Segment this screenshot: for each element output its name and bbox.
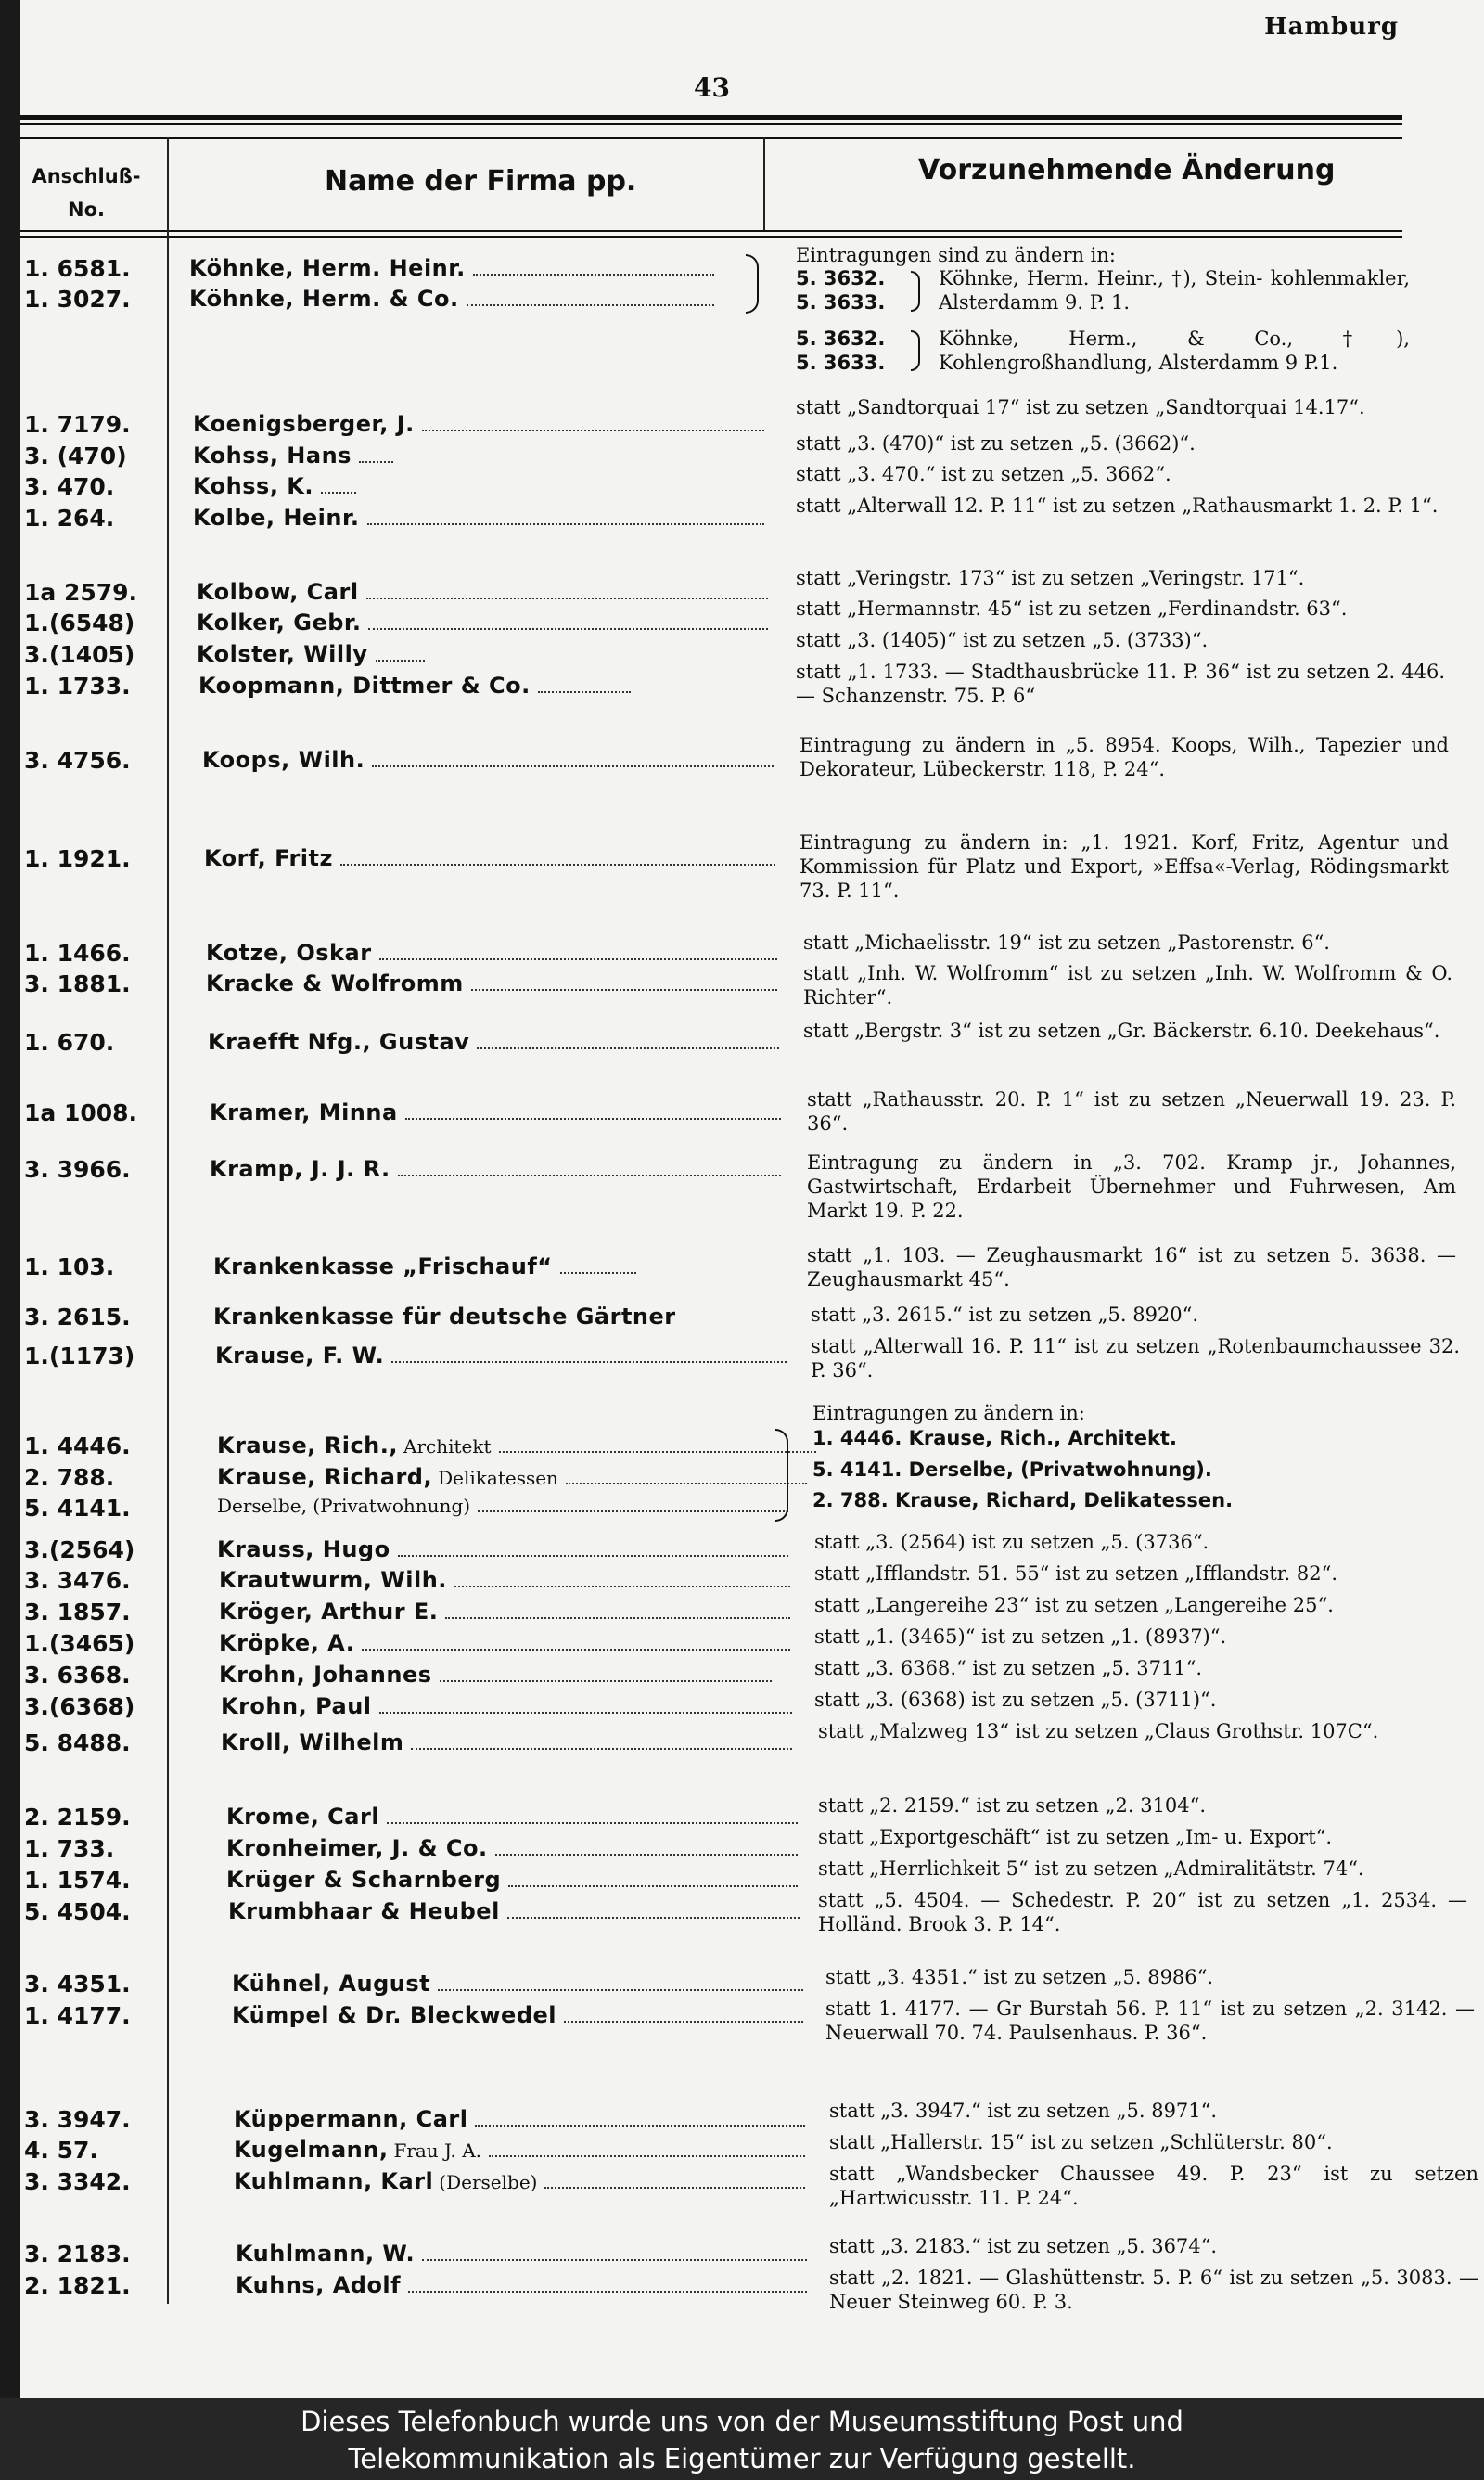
change-kuempel: statt 1. 4177. — Gr Burstah 56. P. 11“ ist zu setzen „2. 3142. — Neuerwall 70. 74. Paulsenhaus. P. 36“.: [825, 1998, 1475, 2044]
entry-name-extra: Derselbe, (Privatwohnung): [217, 1495, 471, 1517]
entry-name: Kotze, Oskar: [206, 940, 372, 966]
entry-name-line: [219, 1567, 794, 1594]
entry-number: 3.(1405): [24, 641, 135, 668]
change-krueger: statt „Herrlichkeit 5“ ist zu setzen „Admiralitätstr. 74“.: [818, 1857, 1364, 1880]
change-korf: Eintragung zu ändern in: „1. 1921. Korf, Fritz, Agentur und Kommission für Platz und Export, »Effsa«-Verlag, Rödingsmarkt 73. P. 11“.: [800, 831, 1449, 902]
directory-entry: [0, 579, 1484, 606]
change-krause-2: 5. 4141. Derselbe, (Privatwohnung).: [812, 1458, 1212, 1481]
entry-name: Koenigsberger, J.: [193, 411, 415, 437]
dot-leader: [340, 864, 775, 866]
dot-leader: [471, 989, 777, 991]
entry-number: 3. 1881.: [24, 970, 131, 997]
entry-number: 1. 103.: [24, 1253, 115, 1280]
entry-name-line: [217, 1433, 820, 1459]
change-kueppermann: statt „3. 3947.“ ist zu setzen „5. 8971“.: [829, 2100, 1218, 2122]
entry-number: 3. 6368.: [24, 1662, 131, 1689]
dot-leader: [508, 1885, 798, 1887]
dot-leader: [422, 2259, 807, 2261]
change-krome: statt „2. 2159.“ ist zu setzen „2. 3104“.: [818, 1794, 1207, 1817]
entry-number: 1a 2579.: [24, 579, 138, 606]
entry-number: 5. 8488.: [24, 1729, 131, 1756]
column-header-number: Anschluß- No.: [32, 165, 141, 221]
dot-leader: [507, 1917, 800, 1919]
entry-name: Kohss, Hans: [193, 443, 352, 469]
entry-name: Kröger, Arthur E.: [219, 1599, 439, 1625]
directory-entry: [0, 641, 1484, 668]
dot-leader: [454, 1586, 790, 1587]
entry-name-line: [221, 1729, 796, 1756]
dot-leader: [445, 1617, 790, 1619]
entry-name-line: [226, 1835, 801, 1862]
entry-name: Krüger & Scharnberg: [226, 1867, 502, 1893]
page-number: 43: [694, 72, 730, 103]
binding-edge: [0, 0, 20, 2398]
entry-name-extra: Architekt: [403, 1435, 492, 1458]
entry-number: 1. 4446.: [24, 1433, 131, 1459]
dot-leader: [438, 1989, 803, 1991]
dot-leader: [379, 958, 777, 960]
entry-name: Kuhlmann, Karl: [234, 2168, 434, 2194]
entry-name-line: [228, 1898, 803, 1925]
entry-number: 3. (470): [24, 443, 127, 469]
change-kohnke-num-1: 5. 3632.: [796, 267, 886, 289]
change-kuehnel: statt „3. 4351.“ ist zu setzen „5. 8986“.: [825, 1966, 1214, 1988]
change-kronheimer: statt „Exportgeschäft“ ist zu setzen „Im- u. Export“.: [818, 1826, 1333, 1848]
entry-name: Köhnke, Herm. Heinr.: [189, 255, 466, 281]
entry-name-line: [213, 1304, 807, 1330]
entry-number: 3. 3342.: [24, 2168, 131, 2195]
entry-name: Kuhns, Adolf: [236, 2272, 402, 2298]
entry-name: Krome, Carl: [226, 1804, 380, 1830]
dot-leader: [560, 1272, 636, 1274]
entry-name-line: [234, 2168, 809, 2195]
entry-number: 1. 6581.: [24, 255, 131, 282]
change-kroepke: statt „1. (3465)“ ist zu setzen „1. (8937)“.: [814, 1625, 1227, 1648]
header-rule-bottom-2: [20, 236, 1402, 238]
entry-name-line: [226, 1804, 801, 1831]
entry-name: Kraefft Nfg., Gustav: [208, 1029, 470, 1055]
entry-name-line: [202, 747, 777, 774]
entry-name: Kolster, Willy: [197, 641, 368, 667]
entry-name-line: [215, 1343, 790, 1369]
entry-number: 3. 3476.: [24, 1567, 131, 1594]
change-kolker: statt „Hermannstr. 45“ ist zu setzen „Ferdinandstr. 63“.: [796, 598, 1348, 620]
entry-name: Köhnke, Herm. & Co.: [189, 286, 459, 312]
entry-number: 3. 4351.: [24, 1971, 131, 1998]
entry-name: Koops, Wilh.: [202, 747, 365, 773]
dot-leader: [368, 628, 768, 630]
change-kohss-k: statt „3. 470.“ ist zu setzen „5. 3662“.: [796, 463, 1171, 485]
entry-name-line: [234, 2137, 809, 2164]
entry-name: Krauss, Hugo: [217, 1536, 390, 1562]
entry-name: Kramer, Minna: [210, 1099, 398, 1125]
footer-line-2: Telekommunikation als Eigentümer zur Verfügung gestellt.: [348, 2443, 1136, 2474]
change-krohn-paul: statt „3. (6368) ist zu setzen „5. (3711)“.: [814, 1689, 1217, 1711]
entry-name-line: [236, 2241, 811, 2268]
entry-name: Kuhlmann, W.: [236, 2241, 416, 2267]
dot-leader: [366, 598, 768, 599]
change-frischauf: statt „1. 103. — Zeughausmarkt 16“ ist zu setzen 5. 3638. — Zeughausmarkt 45“.: [807, 1244, 1456, 1291]
entry-name-line: [213, 1253, 640, 1280]
change-koops: Eintragung zu ändern in „5. 8954. Koops, Wilh., Tapezier und Dekorateur, Lübeckerstr. 118, P. 24“.: [800, 734, 1449, 780]
entry-name: Kramp, J. J. R.: [210, 1156, 390, 1182]
entry-number: 1.(6548): [24, 610, 135, 636]
dot-leader: [477, 1047, 779, 1049]
change-krause-1: 1. 4446. Krause, Rich., Architekt.: [812, 1427, 1177, 1449]
change-kramp: Eintragung zu ändern in „3. 702. Kramp jr., Johannes, Gastwirtschaft, Erdarbeit Übernehmer und Fuhrwesen, Am Markt 19. P. 22.: [807, 1151, 1456, 1222]
entry-name: Krumbhaar & Heubel: [228, 1898, 500, 1924]
dot-leader: [359, 461, 393, 463]
column-divider-number: [167, 137, 169, 2304]
change-kramer: statt „Rathausstr. 20. P. 1“ ist zu setzen „Neuerwall 19. 23. P. 36“.: [807, 1088, 1456, 1135]
change-krumbhaar: statt „5. 4504. — Schedestr. P. 20“ ist zu setzen „1. 2534. — Holländ. Brook 3. P. 14“.: [818, 1889, 1467, 1935]
dot-leader: [398, 1175, 781, 1176]
entry-name-line: [197, 610, 772, 636]
entry-name-line: [219, 1599, 794, 1625]
change-kracke: statt „Inh. W. Wolfromm“ ist zu setzen „Inh. W. Wolfromm & O. Richter“.: [803, 962, 1452, 1009]
entry-name-line: [232, 2002, 807, 2029]
change-kohnke-intro: Eintragungen sind zu ändern in:: [796, 244, 1117, 266]
entry-name: Kronheimer, J. & Co.: [226, 1835, 488, 1861]
entry-name: Krause, Richard,: [217, 1464, 433, 1490]
entry-name-line: [189, 255, 718, 282]
column-header-change: Vorzunehmende Änderung: [918, 154, 1336, 186]
brace: [911, 271, 920, 312]
brace: [746, 254, 759, 314]
dot-leader: [422, 430, 764, 431]
change-krautwurm: statt „Ifflandstr. 51. 55“ ist zu setzen „Ifflandstr. 82“.: [814, 1562, 1338, 1585]
entry-name-line: [219, 1662, 775, 1689]
change-krohn-johannes: statt „3. 6368.“ ist zu setzen „5. 3711“.: [814, 1657, 1203, 1679]
entry-number: 1. 4177.: [24, 2002, 131, 2029]
change-kuhlmann-w: statt „3. 2183.“ ist zu setzen „5. 3674“.: [829, 2235, 1218, 2257]
footer-line-1: Dieses Telefonbuch wurde uns von der Museumsstiftung Post und: [301, 2406, 1183, 2437]
entry-number: 5. 4504.: [24, 1898, 131, 1925]
change-kohss-hans: statt „3. (470)“ ist zu setzen „5. (3662)“.: [796, 432, 1196, 455]
change-kohnke-num-2: 5. 3633.: [796, 291, 886, 314]
dot-leader: [379, 1712, 792, 1714]
dot-leader: [372, 765, 774, 767]
directory-entry: [0, 1433, 1484, 1459]
entry-number: 1a 1008.: [24, 1099, 138, 1126]
dot-leader: [473, 274, 714, 276]
entry-name-line: [197, 579, 772, 606]
entry-name-line: [193, 473, 360, 500]
entry-name-line: [226, 1867, 801, 1894]
top-rule: [20, 115, 1402, 120]
directory-entry: [0, 411, 1484, 438]
entry-name: Krautwurm, Wilh.: [219, 1567, 447, 1593]
change-koenigsberger: statt „Sandtorquai 17“ ist zu setzen „Sandtorquai 14.17“.: [796, 396, 1365, 418]
entry-number: 2. 2159.: [24, 1804, 131, 1831]
dot-leader: [544, 2187, 805, 2189]
entry-name-line: [197, 641, 429, 668]
dot-leader: [495, 1854, 798, 1856]
entry-number: 4. 57.: [24, 2137, 98, 2164]
entry-number: 3. 470.: [24, 473, 115, 500]
dot-leader: [538, 691, 631, 693]
dot-leader: [398, 1555, 788, 1557]
entry-name-line: [193, 411, 768, 438]
entry-number: 3. 4756.: [24, 747, 131, 774]
dot-leader: [489, 2155, 805, 2157]
dot-leader: [321, 492, 356, 494]
brace: [911, 330, 920, 371]
entry-name-extra: Delikatessen: [438, 1467, 558, 1489]
directory-entry: [0, 610, 1484, 636]
dot-leader: [566, 1483, 807, 1484]
footer-notice: [0, 2398, 1484, 2480]
change-kohnke-co-num-1: 5. 3632.: [796, 328, 886, 350]
entry-number: 1. 1574.: [24, 1867, 131, 1894]
entry-name-extra: (Derselbe): [439, 2171, 538, 2193]
change-krause-3: 2. 788. Krause, Richard, Delikatessen.: [812, 1489, 1234, 1511]
change-kohnke-herm: Köhnke, Herm. Heinr., †), Stein- kohlenmakler, Alsterdamm 9. P. 1.: [939, 267, 1410, 314]
entry-number: 3. 3966.: [24, 1156, 131, 1183]
entry-number: 1. 264.: [24, 505, 115, 532]
entry-number: 1. 7179.: [24, 411, 131, 438]
dot-leader: [376, 660, 425, 662]
dot-leader: [440, 1680, 773, 1682]
change-kohnke-co: Köhnke, Herm., & Co., †), Kohlengroßhandlung, Alsterdamm 9 P.1.: [939, 328, 1410, 374]
dot-leader: [499, 1451, 816, 1453]
entry-number: 3. 3947.: [24, 2106, 131, 2133]
change-gaertner: statt „3. 2615.“ ist zu setzen „5. 8920“.: [811, 1304, 1199, 1326]
entry-name-line: [234, 2106, 809, 2133]
entry-number: 1.(1173): [24, 1343, 135, 1369]
entry-name-line: [206, 940, 781, 967]
column-divider-header: [763, 137, 765, 230]
entry-name-line: [236, 2272, 811, 2299]
entry-name: Kümpel & Dr. Bleckwedel: [232, 2002, 557, 2028]
dot-leader: [475, 2125, 805, 2127]
entry-name: Küppermann, Carl: [234, 2106, 468, 2132]
entry-name: Kühnel, August: [232, 1971, 431, 1997]
change-kuhlmann-karl: statt „Wandsbecker Chaussee 49. P. 23“ ist zu setzen „Hartwicusstr. 11. P. 24“.: [829, 2163, 1478, 2209]
entry-name-line: [193, 443, 397, 469]
change-kolbow: statt „Veringstr. 173“ ist zu setzen „Veringstr. 171“.: [796, 567, 1305, 589]
change-kuhns: statt „2. 1821. — Glashüttenstr. 5. P. 6“ ist zu setzen „5. 3083. — Neuer Steinweg 60. P. 3.: [829, 2267, 1478, 2313]
entry-number: 1. 733.: [24, 1835, 115, 1862]
entry-number: 3. 2615.: [24, 1304, 131, 1330]
entry-name-line: [204, 845, 779, 872]
entry-number: 1. 1466.: [24, 940, 131, 967]
entry-number: 5. 4141.: [24, 1495, 131, 1522]
column-header-name: Name der Firma pp.: [325, 165, 637, 198]
dot-leader: [467, 304, 714, 306]
header-rule-bottom: [20, 230, 1402, 232]
change-kugelmann: statt „Hallerstr. 15“ ist zu setzen „Schlüterstr. 80“.: [829, 2131, 1333, 2153]
entry-number: 3.(6368): [24, 1693, 135, 1720]
entry-name: Koopmann, Dittmer & Co.: [198, 673, 531, 699]
entry-name: Kolbe, Heinr.: [193, 505, 360, 531]
entry-name-line: [221, 1693, 796, 1720]
entry-name-line: [219, 1630, 794, 1657]
entry-name-line: [189, 286, 718, 313]
change-kotze: statt „Michaelisstr. 19“ ist zu setzen „Pastorenstr. 6“.: [803, 932, 1330, 954]
top-rule-thin: [20, 123, 1402, 125]
entry-name: Korf, Fritz: [204, 845, 333, 871]
change-kroeger: statt „Langereihe 23“ ist zu setzen „Langereihe 25“.: [814, 1594, 1334, 1616]
dot-leader: [362, 1649, 790, 1651]
dot-leader: [564, 2021, 803, 2023]
entry-name-line: [193, 505, 768, 532]
entry-number: 1. 1921.: [24, 845, 131, 872]
entry-number: 1.(3465): [24, 1630, 135, 1657]
entry-name-line: [232, 1971, 807, 1998]
entry-number: 2. 788.: [24, 1464, 115, 1491]
entry-name: Kohss, K.: [193, 473, 314, 499]
entry-number: 1. 670.: [24, 1029, 115, 1056]
change-krause-fw: statt „Alterwall 16. P. 11“ ist zu setzen „Rotenbaumchaussee 32. P. 36“.: [811, 1335, 1460, 1381]
city-header: Hamburg: [1264, 13, 1399, 41]
entry-name: Kugelmann,: [234, 2137, 389, 2163]
entry-number: 3. 2183.: [24, 2241, 131, 2268]
entry-name-line: [217, 1464, 811, 1491]
change-kolster: statt „3. (1405)“ ist zu setzen „5. (3733)“.: [796, 629, 1209, 651]
entry-number: 1. 3027.: [24, 286, 131, 313]
entry-name: Kolker, Gebr.: [197, 610, 362, 636]
entry-name: Kroll, Wilhelm: [221, 1729, 404, 1755]
entry-name: Kracke & Wolfromm: [206, 970, 464, 996]
entry-name-line: [206, 970, 781, 997]
change-koopmann: statt „1. 1733. — Stadthausbrücke 11. P. 36“ ist zu setzen 2. 446. — Schanzenstr. 75. P. 6“: [796, 661, 1445, 707]
header-rule-top: [20, 137, 1402, 139]
entry-number: 2. 1821.: [24, 2272, 131, 2299]
entry-name-extra: Frau J. A.: [393, 2139, 482, 2162]
change-kroll: statt „Malzweg 13“ ist zu setzen „Claus Grothstr. 107C“.: [818, 1720, 1379, 1742]
entry-name: Krankenkasse für deutsche Gärtner: [213, 1304, 676, 1330]
dot-leader: [367, 523, 764, 525]
change-kraefft: statt „Bergstr. 3“ ist zu setzen „Gr. Bäckerstr. 6.10. Deekehaus“.: [803, 1020, 1440, 1042]
brace: [775, 1429, 788, 1522]
entry-number: 3. 1857.: [24, 1599, 131, 1625]
entry-name: Krankenkasse „Frischauf“: [213, 1253, 553, 1279]
entry-name-line: [208, 1029, 783, 1056]
entry-name: Krause, Rich.,: [217, 1433, 399, 1458]
change-kolbe: statt „Alterwall 12. P. 11“ ist zu setzen „Rathausmarkt 1. 2. P. 1“.: [796, 495, 1439, 517]
entry-number: 3.(2564): [24, 1536, 135, 1563]
entry-name: Kolbow, Carl: [197, 579, 359, 605]
dot-leader: [408, 2291, 807, 2293]
dot-leader: [411, 1748, 792, 1750]
dot-leader: [387, 1822, 798, 1824]
entry-number: 1. 1733.: [24, 673, 131, 700]
dot-leader: [391, 1361, 787, 1363]
entry-name-line: [210, 1099, 785, 1126]
dot-leader: [405, 1118, 781, 1120]
dot-leader: [478, 1510, 788, 1512]
entry-name-line: [217, 1536, 792, 1563]
entry-name-line: [198, 673, 634, 700]
entry-name-line: [217, 1495, 792, 1519]
entry-name: Krohn, Paul: [221, 1693, 372, 1719]
change-krauss: statt „3. (2564) ist zu setzen „5. (3736“.: [814, 1531, 1209, 1553]
entry-name: Krause, F. W.: [215, 1343, 385, 1368]
change-krause-intro: Eintragungen zu ändern in:: [812, 1402, 1085, 1424]
change-kohnke-co-num-2: 5. 3633.: [796, 352, 886, 374]
entry-name: Kröpke, A.: [219, 1630, 355, 1656]
entry-name: Krohn, Johannes: [219, 1662, 432, 1688]
entry-name-line: [210, 1156, 785, 1183]
